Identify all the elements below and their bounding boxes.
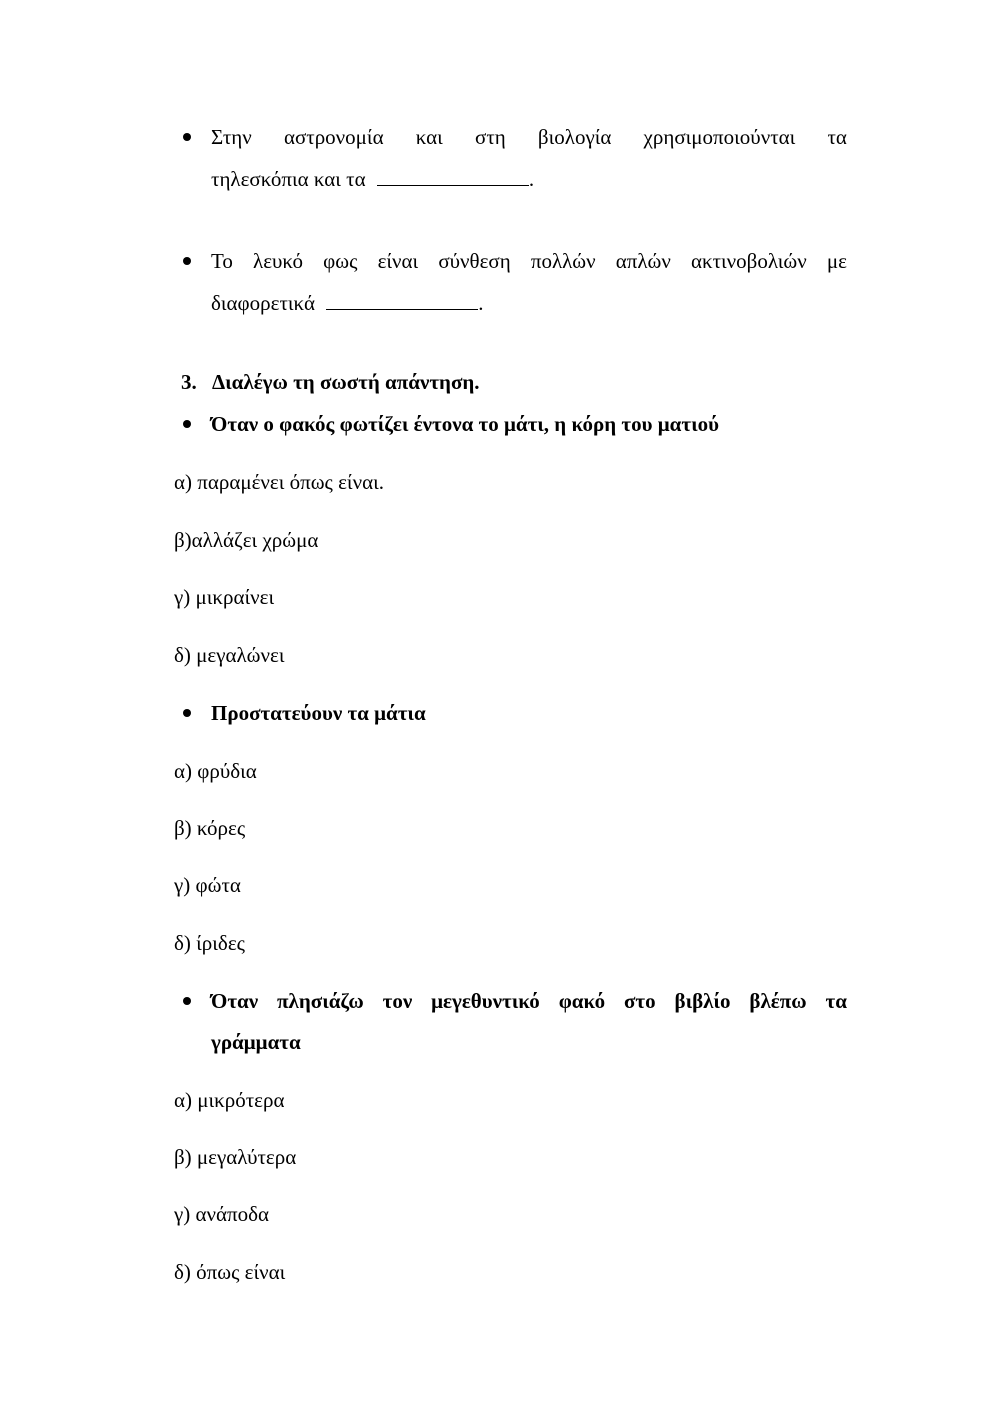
word: απλών <box>615 249 671 273</box>
q3-option-a[interactable]: α) μικρότερα <box>174 1088 285 1112</box>
section-3-heading <box>181 369 480 395</box>
word: αστρονομία <box>283 125 384 149</box>
q3-option-b[interactable]: β) μεγαλύτερα <box>174 1145 297 1169</box>
bullet-icon <box>183 257 191 265</box>
blank-field[interactable] <box>326 291 478 310</box>
word: φακό <box>558 989 606 1013</box>
q2-option-c[interactable]: γ) φώτα <box>174 873 241 897</box>
blank-field[interactable] <box>377 167 529 186</box>
fill-item-1-prefix: τηλεσκόπια και τα <box>211 167 366 191</box>
fill-item-1-line-2 <box>211 166 534 192</box>
q1-option-c[interactable]: γ) μικραίνει <box>174 585 275 609</box>
q1-option-b[interactable]: β)αλλάζει χρώμα <box>174 528 319 552</box>
question-3-line-1 <box>211 988 847 1014</box>
section-number: 3. <box>181 370 197 394</box>
word: Το <box>211 249 233 273</box>
fill-item-2-line-2 <box>211 290 483 316</box>
fill-item-2-prefix: διαφορετικά <box>211 291 315 315</box>
q2-option-a[interactable]: α) φρύδια <box>174 759 257 783</box>
q3-option-d[interactable]: δ) όπως είναι <box>174 1260 286 1284</box>
word: βιβλίο <box>674 989 731 1013</box>
word: με <box>826 249 847 273</box>
section-title: Διαλέγω τη σωστή απάντηση. <box>212 370 480 394</box>
word: λευκό <box>253 249 304 273</box>
q1-option-a[interactable]: α) παραμένει όπως είναι. <box>174 470 384 494</box>
word: πλησιάζω <box>277 989 364 1013</box>
word: στο <box>624 989 656 1013</box>
word: τον <box>382 989 413 1013</box>
word: ακτινοβολιών <box>691 249 807 273</box>
q2-option-d[interactable]: δ) ίριδες <box>174 931 245 955</box>
word: μεγεθυντικό <box>431 989 540 1013</box>
word: πολλών <box>530 249 596 273</box>
word: βλέπω <box>749 989 807 1013</box>
word: τα <box>827 125 847 149</box>
bullet-icon <box>183 709 191 717</box>
word: σύνθεση <box>438 249 511 273</box>
q2-option-b[interactable]: β) κόρες <box>174 816 246 840</box>
word: και <box>415 125 443 149</box>
word: τα <box>825 989 847 1013</box>
question-1: Όταν ο φακός φωτίζει έντονα το μάτι, η κόρη του ματιού <box>211 412 719 436</box>
question-2: Προστατεύουν τα μάτια <box>211 701 426 725</box>
word: χρησιμοποιούνται <box>643 125 796 149</box>
question-3-line-2: γράμματα <box>211 1030 301 1054</box>
word: βιολογία <box>537 125 612 149</box>
word: στη <box>475 125 506 149</box>
bullet-icon <box>183 997 191 1005</box>
word: φως <box>323 249 358 273</box>
word: Όταν <box>211 989 259 1013</box>
q1-option-d[interactable]: δ) μεγαλώνει <box>174 643 285 667</box>
bullet-icon <box>183 420 191 428</box>
word: είναι <box>377 249 419 273</box>
q3-option-c[interactable]: γ) ανάποδα <box>174 1202 270 1226</box>
fill-item-2-line-1 <box>211 248 847 274</box>
word: Στην <box>211 125 252 149</box>
bullet-icon <box>183 133 191 141</box>
fill-item-2-suffix: . <box>478 291 484 315</box>
fill-item-1-line-1 <box>211 124 847 150</box>
fill-item-1-suffix: . <box>528 167 535 191</box>
